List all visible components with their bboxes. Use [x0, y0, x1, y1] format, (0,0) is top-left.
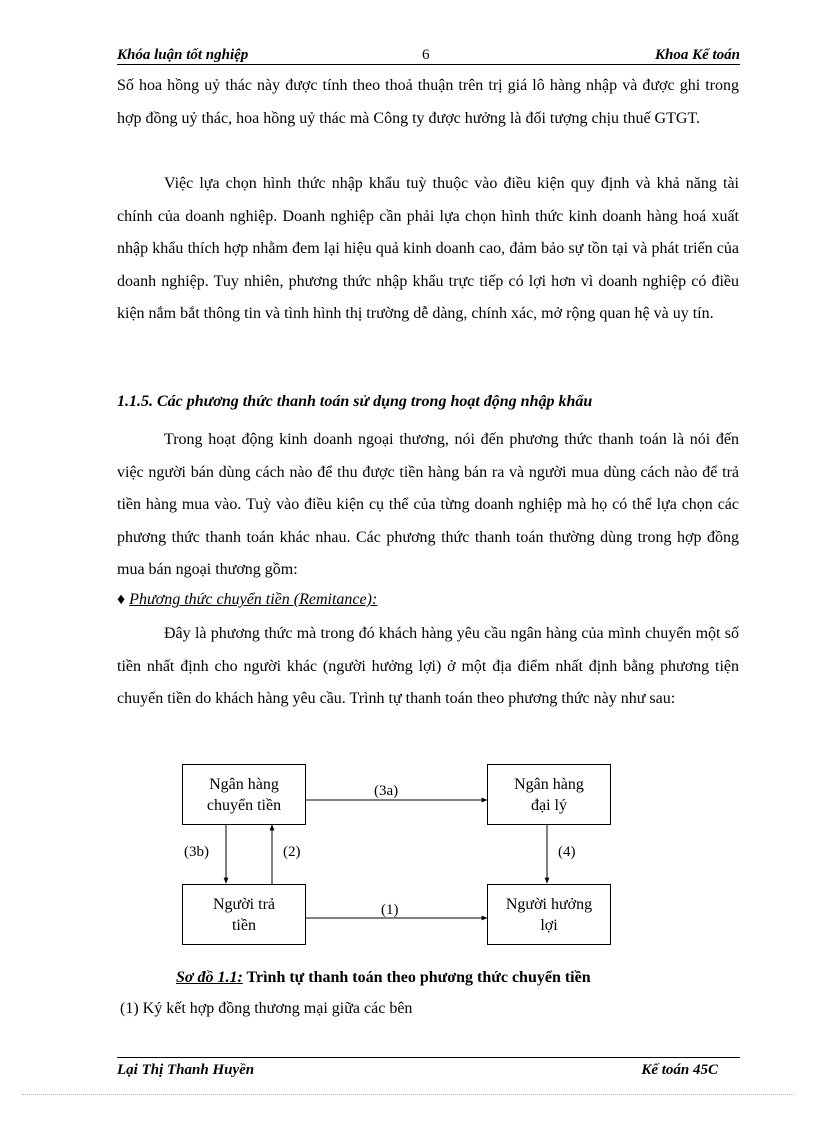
- footer-right: Kế toán 45C: [641, 1062, 718, 1078]
- label-1: (1): [381, 902, 399, 918]
- figure-caption: [176, 969, 591, 987]
- box-beneficiary: Người hưởng lợi: [487, 884, 611, 945]
- label-2: (2): [283, 844, 301, 860]
- page-footer: [117, 1062, 740, 1082]
- page-number: 6: [422, 47, 430, 63]
- diamond-bullet-icon: ♦: [117, 591, 126, 608]
- label-4: (4): [558, 844, 576, 860]
- box-payer: Người trả tiền: [182, 884, 306, 945]
- section-heading: 1.1.5. Các phương thức thanh toán sử dụng trong hoạt động nhập khẩu: [117, 393, 593, 410]
- paragraph-2: Việc lựa chọn hình thức nhập khẩu tuỳ thuộc vào điều kiện quy định và khả năng tài chính của doanh nghiệp. Doanh nghiệp cần phải lựa chọn hình thức kinh doanh hàng hoá xuất nhập khẩu thích hợp nhằm đem lại hiệu quả kinh doanh cao, đảm bảo sự tồn tại và phát triển của doanh nghiệp. Tuy nhiên, phương thức nhập khẩu trực tiếp có lợi hơn vì doanh nghiệp có điều kiện nắm bắt thông tin và tình hình thị trường dễ dàng, chính xác, mở rộng quan hệ và uy tín.: [117, 175, 739, 322]
- paragraph-1: Số hoa hồng uỷ thác này được tính theo thoả thuận trên trị giá lô hàng nhập và được ghi trong hợp đồng uỷ thác, hoa hồng uỷ thác mà Công ty được hưởng là đối tượng chịu thuế GTGT.: [117, 77, 739, 127]
- caption-label: Sơ đồ 1.1:: [176, 969, 243, 986]
- header-right: Khoa Kế toán: [654, 47, 740, 63]
- box-remitting-bank: Ngân hàng chuyển tiền: [182, 764, 306, 825]
- caption-text: Trình tự thanh toán theo phương thức chuyển tiền: [242, 969, 591, 986]
- note-1: (1) Ký kết hợp đồng thương mại giữa các bên: [120, 1000, 413, 1017]
- label-3a: (3a): [374, 783, 399, 799]
- header-left: Khóa luận tốt nghiệp: [117, 47, 249, 63]
- bullet-title: Phương thức chuyển tiền (Remitance):: [129, 591, 378, 608]
- footer-rule: [117, 1057, 740, 1058]
- paragraph-4: Đây là phương thức mà trong đó khách hàng yêu cầu ngân hàng của mình chuyển một số tiền nhất định cho người khác (người hưởng lợi) ở một địa điểm nhất định bằng phương tiện chuyển tiền do khách hàng yêu cầu. Trình tự thanh toán theo phương thức này như sau:: [117, 625, 739, 707]
- page-edge-divider: [22, 1094, 794, 1095]
- paragraph-3: Trong hoạt động kinh doanh ngoại thương, nói đến phương thức thanh toán là nói đến việc người bán dùng cách nào để thu được tiền hàng bán ra và người mua dùng cách nào để trả tiền hàng mua vào. Tuỳ vào điều kiện cụ thể của từng doanh nghiệp mà họ có thể lựa chọn các phương thức thanh toán khác nhau. Các phương thức thanh toán thường dùng trong hợp đồng mua bán ngoại thương gồm:: [117, 431, 739, 578]
- footer-left: Lại Thị Thanh Huyền: [117, 1062, 255, 1078]
- box-agent-bank: Ngân hàng đại lý: [487, 764, 611, 825]
- label-3b: (3b): [184, 844, 209, 860]
